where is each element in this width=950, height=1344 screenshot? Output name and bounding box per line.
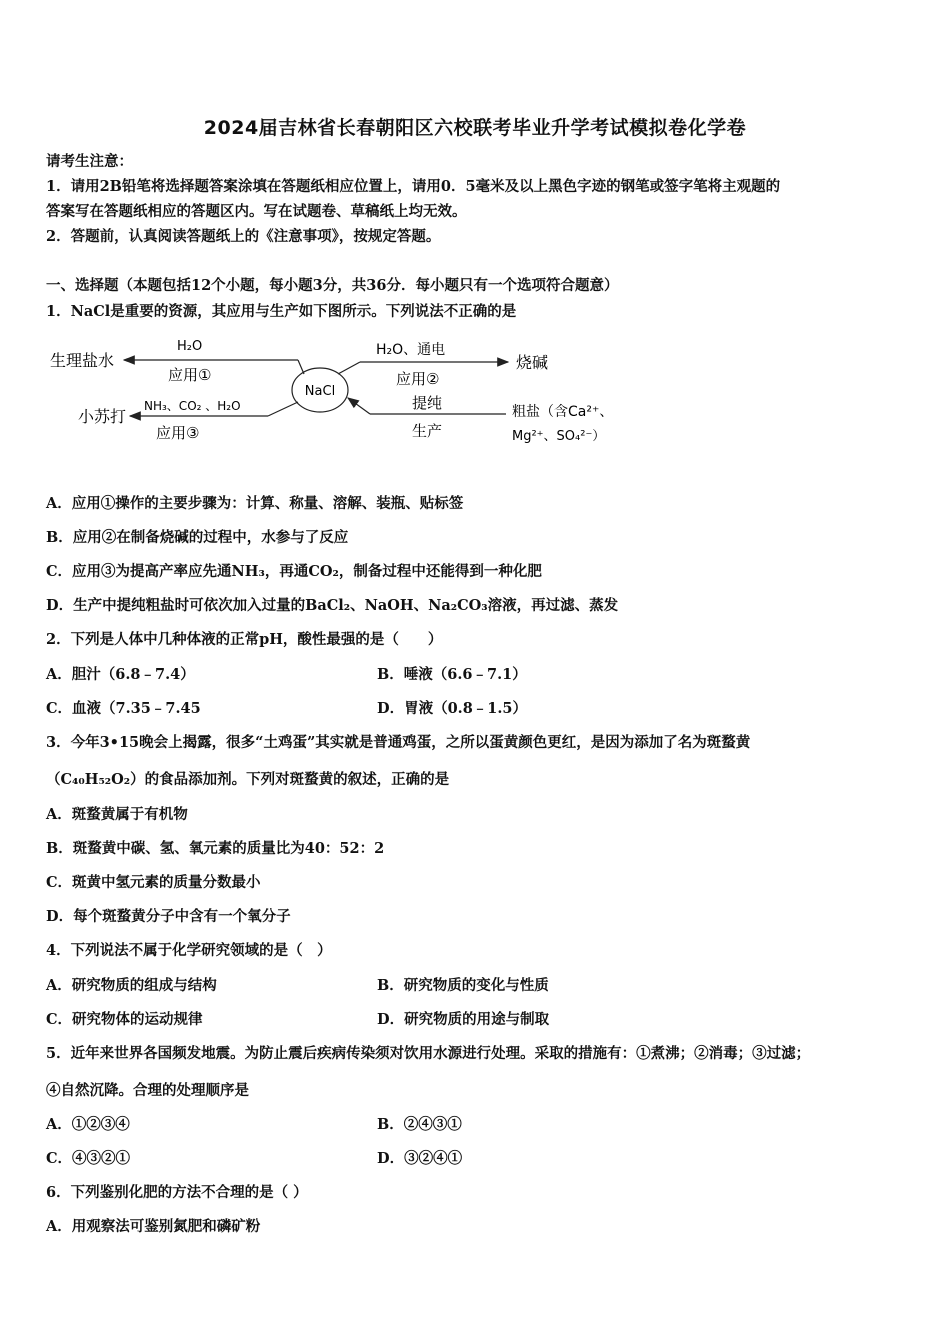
application-2-label: 应用② [396, 370, 440, 388]
q1-option-d: D．生产中提纯粗盐时可依次加入过量的BaCl₂、NaOH、Na₂CO₃溶液，再过滤、蒸发 [46, 597, 619, 614]
q3-option-a: A．斑蝥黄属于有机物 [46, 806, 188, 823]
q3-stem-1: 3．今年3•15晚会上揭露，很多“土鸡蛋”其实就是普通鸡蛋，之所以蛋黄颜色更红，是因为添加了名为斑蝥黄 [46, 734, 751, 751]
q3-option-b: B．斑蝥黄中碳、氢、氧元素的质量比为40：52：2 [46, 840, 385, 857]
q2-option-a: A．胆汁（6.8﹣7.4） [46, 666, 195, 683]
q6-stem: 6．下列鉴别化肥的方法不合理的是（ ） [46, 1184, 308, 1201]
section-heading: 一、选择题（本题包括12个小题，每小题3分，共36分．每小题只有一个选项符合题意） [46, 277, 619, 294]
notice-heading: 请考生注意： [46, 153, 133, 170]
saline-label: 生理盐水 [50, 351, 115, 370]
q5-option-d: D．③②④① [377, 1150, 463, 1167]
crude-salt-label-1: 粗盐（含Ca²⁺、 [512, 404, 614, 420]
q2-option-b: B．唾液（6.6﹣7.1） [377, 666, 527, 683]
q4-option-a: A．研究物质的组成与结构 [46, 977, 217, 994]
notice-item-1a: 1．请用2B铅笔将选择题答案涂填在答题纸相应位置上，请用0．5毫米及以上黑色字迹的钢笔或签字笔将主观题的 [46, 178, 781, 195]
purify-label: 提纯 [412, 394, 443, 412]
q4-stem: 4．下列说法不属于化学研究领域的是（ ） [46, 942, 332, 959]
application-3-label: 应用③ [156, 424, 200, 442]
q5-option-a: A．①②③④ [46, 1116, 130, 1133]
q1-option-a: A．应用①操作的主要步骤为：计算、称量、溶解、装瓶、贴标签 [46, 495, 464, 512]
q3-stem-2: （C₄₀H₅₂O₂）的食品添加剂。下列对斑蝥黄的叙述，正确的是 [46, 771, 450, 788]
notice-item-1b: 答案写在答题纸相应的答题区内。写在试题卷、草稿纸上均无效。 [46, 203, 467, 220]
q3-option-d: D．每个斑蝥黄分子中含有一个氧分子 [46, 908, 291, 925]
nh3-co2-h2o-label: NH₃、CO₂ 、H₂O [144, 399, 241, 413]
q2-stem: 2．下列是人体中几种体液的正常pH，酸性最强的是（ ） [46, 631, 443, 648]
q1-option-b: B．应用②在制备烧碱的过程中，水参与了反应 [46, 529, 349, 546]
nacl-diagram [46, 330, 646, 450]
baking-soda-label: 小苏打 [78, 407, 127, 426]
crude-salt-label-2: Mg²⁺、SO₄²⁻） [512, 429, 606, 444]
q5-option-b: B．②④③① [377, 1116, 462, 1133]
application-1-label: 应用① [168, 366, 212, 384]
q2-option-d: D．胃液（0.8﹣1.5） [377, 700, 528, 717]
nacl-label: NaCl [304, 384, 336, 399]
q5-stem-2: ④自然沉降。合理的处理顺序是 [46, 1082, 249, 1099]
q1-stem: 1．NaCl是重要的资源，其应用与生产如下图所示。下列说法不正确的是 [46, 303, 517, 320]
q2-option-c: C．血液（7.35﹣7.45 [46, 700, 201, 717]
h2o-electrolysis-label: H₂O、通电 [376, 342, 446, 358]
q5-option-c: C．④③②① [46, 1150, 131, 1167]
q1-option-c: C．应用③为提高产率应先通NH₃，再通CO₂，制备过程中还能得到一种化肥 [46, 563, 542, 580]
caustic-soda-label: 烧碱 [516, 353, 549, 372]
q3-option-c: C．斑黄中氢元素的质量分数最小 [46, 874, 261, 891]
q6-option-a: A．用观察法可鉴别氮肥和磷矿粉 [46, 1218, 261, 1235]
q4-option-b: B．研究物质的变化与性质 [377, 977, 549, 994]
page-title: 2024届吉林省长春朝阳区六校联考毕业升学考试模拟卷化学卷 [203, 117, 747, 139]
h2o-label: H₂O [177, 339, 203, 354]
q5-stem-1: 5．近年来世界各国频发地震。为防止震后疾病传染须对饮用水源进行处理。采取的措施有：①煮沸；②消毒；③过滤； [46, 1045, 811, 1062]
notice-item-2: 2．答题前，认真阅读答题纸上的《注意事项》，按规定答题。 [46, 228, 441, 245]
q4-option-c: C．研究物体的运动规律 [46, 1011, 203, 1028]
q4-option-d: D．研究物质的用途与制取 [377, 1011, 550, 1028]
produce-label: 生产 [412, 422, 443, 440]
arrow-production [348, 398, 370, 414]
